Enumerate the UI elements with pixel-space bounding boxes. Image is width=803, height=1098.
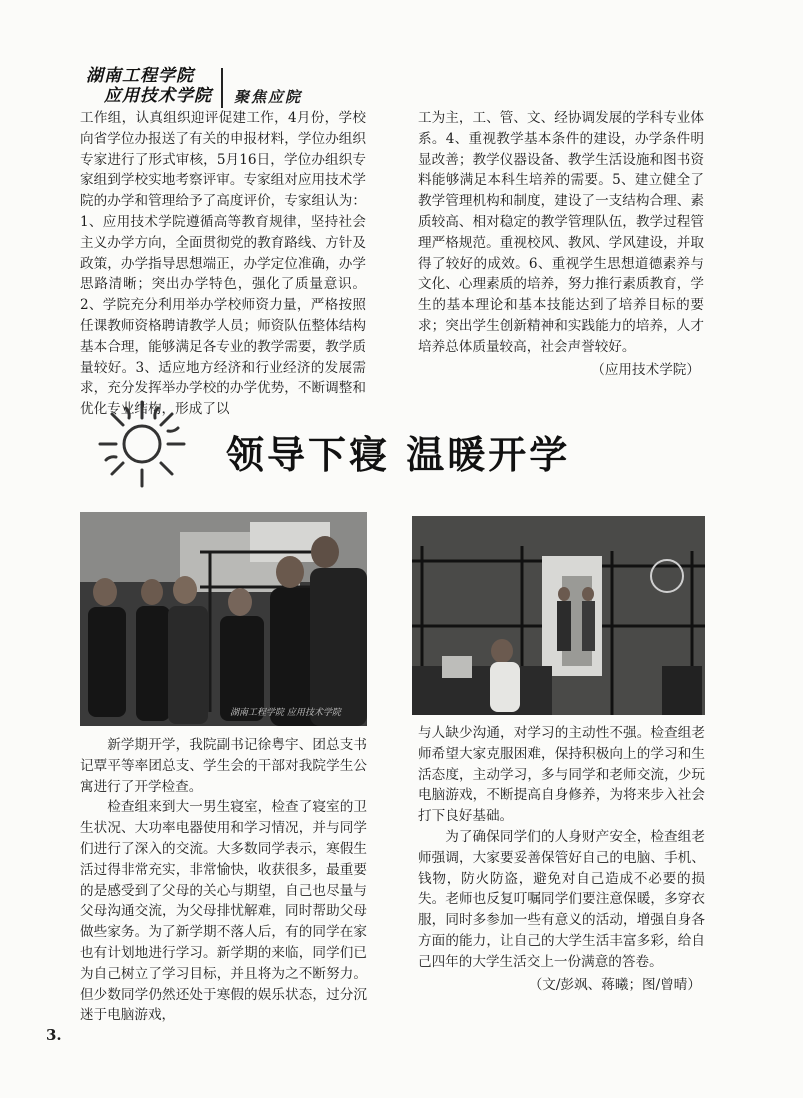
bottom-article-paragraph-3: 与人缺少沟通，对学习的主动性不强。检查组老师希望大家克服困难，保持积极向上的学习和生活态度，主动学习，多与同学和老师交流，少玩电脑游戏，不断提高自身修养，为将来步入社会打下良好基础。	[418, 725, 705, 825]
header-divider	[221, 68, 223, 108]
institution-logo	[86, 66, 212, 106]
top-article-left-column	[80, 108, 366, 420]
photo-student-at-desk-image	[412, 516, 705, 715]
top-article-right-text: 工为主，工、管、文、经协调发展的学科专业体系。4、重视教学基本条件的建设，办学条件明显改善；教学仪器设备、教学生活设施和图书资料能够满足本科生培养的需要。5、建立健全了教学管理机构和制度，建设了一支结构合理、素质较高、相对稳定的教学管理队伍，教学过程管理严格规范。重视校风、教风、学风建设，并取得了较好的成效。6、重视学生思想道德素养与文化、心理素质的培养，努力推行素质教育，学生的基本理论和基本技能达到了培养目标的要求；突出学生创新精神和实践能力的培养，人才培养总体质量较高，社会声誉较好。	[418, 110, 704, 355]
section-title: 聚焦应院	[234, 88, 303, 106]
top-article-signature: （应用技术学院）	[591, 361, 700, 378]
photo-dorm-visit-group	[80, 512, 367, 726]
photo-student-at-desk	[412, 516, 705, 715]
page-number: 3.	[46, 1026, 62, 1044]
bottom-article-right-column	[418, 723, 705, 995]
logo-line-2: 应用技术学院	[104, 86, 212, 106]
article-headline: 领导下寝 温暖开学	[226, 432, 571, 477]
sun-icon	[96, 398, 188, 490]
top-article-left-text: 工作组，认真组织迎评促建工作，4月份，学校向省学位办报送了有关的申报材料，学位办组织专家进行了形式审核，5月16日，学位办组织专家组到学校实地考察评审。专家组对应用技术学院的办学和管理给予了高度评价，专家组认为：1、应用技术学院遵循高等教育规律，坚持社会主义办学方向，全面贯彻党的教育路线、方针及政策，办学指导思想端正，办学定位准确，办学思路清晰；突出办学特色，强化了质量意识。2、学院充分利用举办学校师资力量，严格按照任课教师资格聘请教学人员；师资队伍整体结构基本合理，能够满足各专业的教学需要，教学质量较好。3、适应地方经济和行业经济的发展需求，充分发挥举办学校的办学优势，不断调整和优化专业结构，形成了以	[80, 110, 366, 418]
bottom-article-paragraph-1: 新学期开学，我院副书记徐粤宇、团总支书记覃平等率团总支、学生会的干部对我院学生公寓进行了开学检查。	[80, 737, 367, 795]
top-article-right-column	[418, 108, 704, 380]
photo-dorm-visit-image	[80, 512, 367, 726]
bottom-article-credit: （文/彭飒、蒋曦；图/曾晴）	[528, 976, 701, 993]
bottom-article-paragraph-2: 检查组来到大一男生寝室，检查了寝室的卫生状况、大功率电器使用和学习情况，并与同学们进行了深入的交流。大多数同学表示，寒假生活过得非常充实，非常愉快，收获很多，最重要的是感受到了父母的关心与期望，自己也尽量与父母沟通交流，为父母排忧解难，同时帮助父母做些家务。为了新学期不落人后，有的同学在家也有计划地进行学习。新学期的来临，同学们已为自己树立了学习目标，并且将为之不断努力。但少数同学仍然还处于寒假的娱乐状态，过分沉迷于电脑游戏，	[80, 799, 367, 1024]
bottom-article-paragraph-4: 为了确保同学们的人身财产安全，检查组老师强调，大家要妥善保管好自己的电脑、手机、钱物，防火防盗，避免对自己造成不必要的损失。老师也反复叮嘱同学们要注意保暖，多穿衣服，同时多参加一些有意义的活动，增强自身各方面的能力，让自己的大学生活丰富多彩，给自己四年的大学生活交上一份满意的答卷。	[418, 828, 705, 970]
photo-watermark-1: 湖南工程学院 应用技术学院	[230, 708, 341, 718]
logo-line-1: 湖南工程学院	[86, 66, 194, 86]
bottom-article-left-column	[80, 735, 367, 1026]
